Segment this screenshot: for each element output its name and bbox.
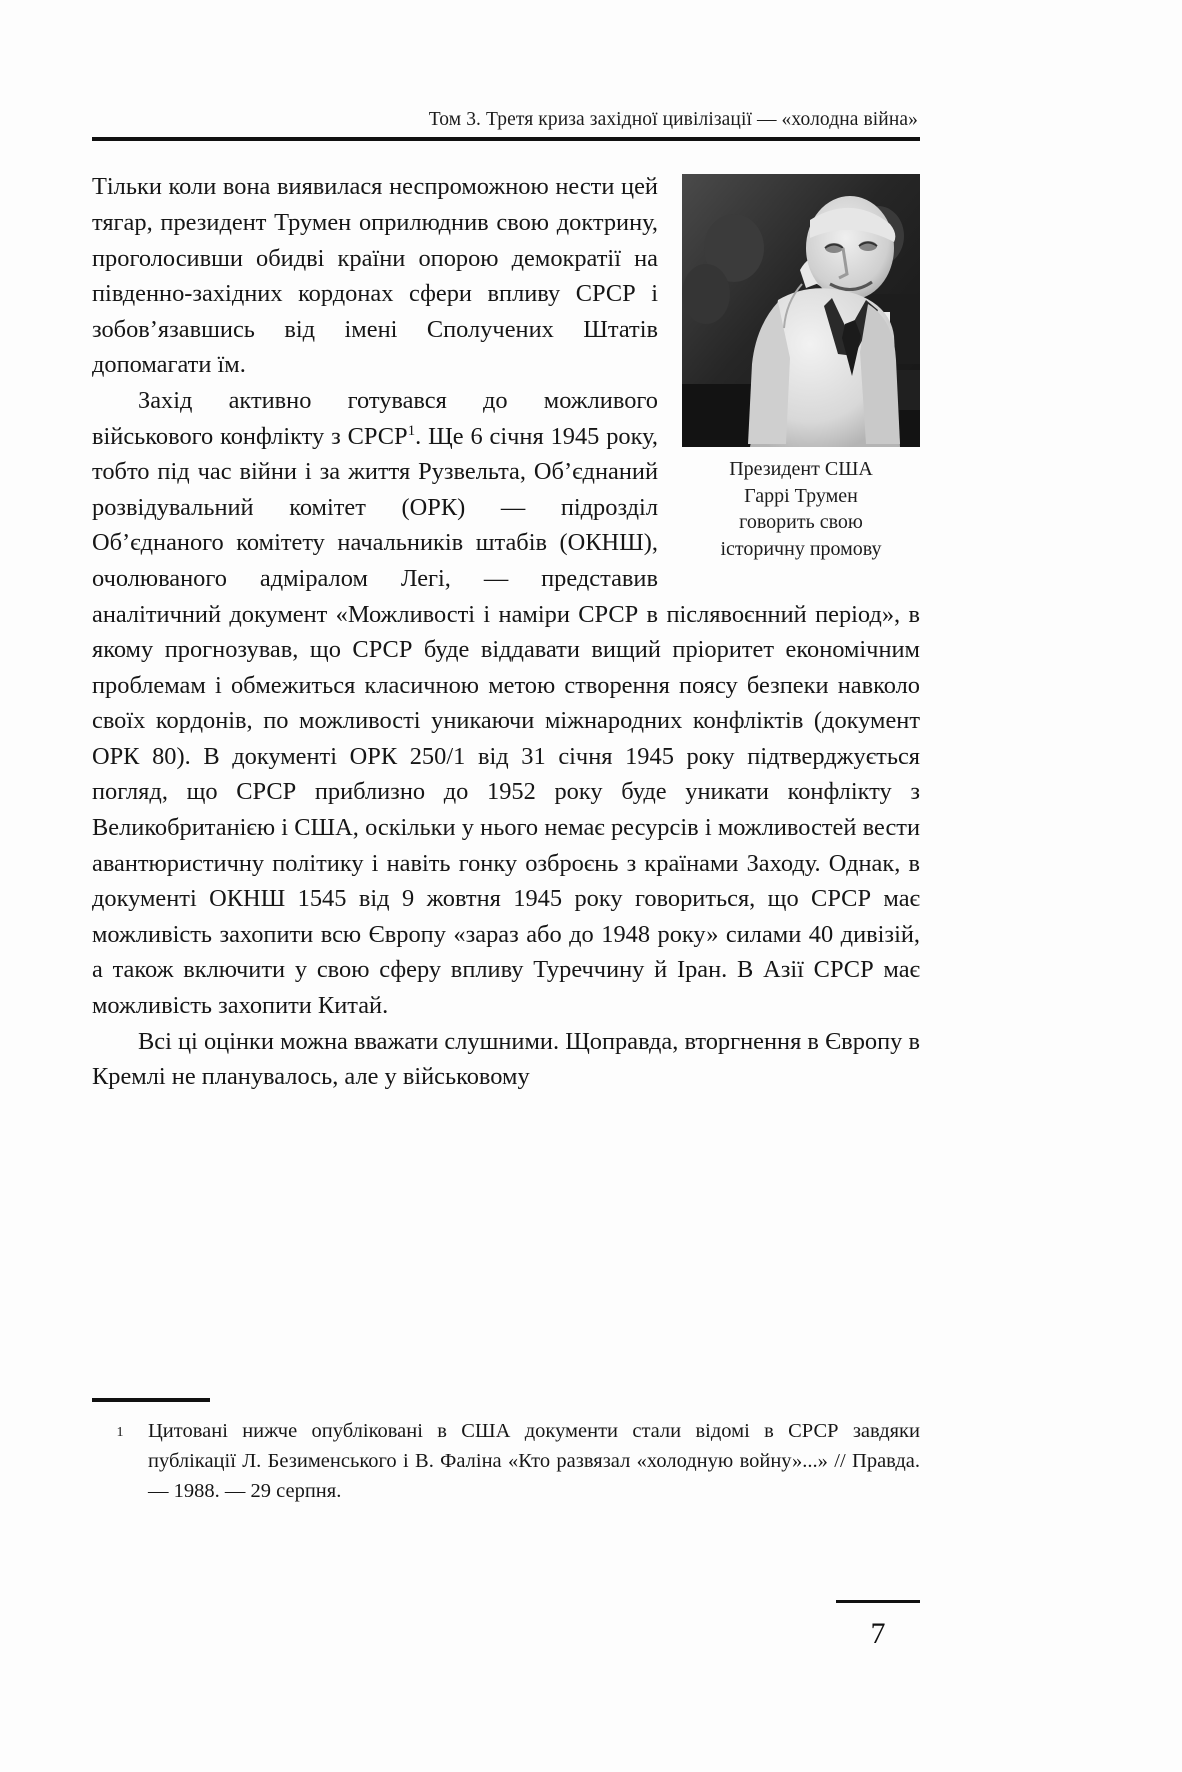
truman-photo-illustration (682, 174, 920, 447)
caption-line-3: говорить свою (739, 511, 863, 534)
running-header: Том 3. Третя криза західної цивілізації — «холодна війна» (428, 109, 918, 130)
paragraph-1: Тільки коли вона виявилася неспроможною нести цей тягар, президент Трумен оприлюднив свою доктрину, проголосивши обидві країни опорою демократії на південно-західних кордонах сфери впливу СРСР і зобов’язавшись від імені Сполучених Штатів допомагати їм. (92, 173, 658, 379)
footnote-section (92, 1398, 920, 1506)
caption-line-1: Президент США (729, 458, 873, 481)
footnote-entry (92, 1416, 920, 1506)
caption-line-4: історичну промову (720, 537, 882, 560)
header-rule (92, 137, 920, 141)
paragraph-2-part-2: . Ще 6 січня 1945 року, тобто під час війни і за життя Рузвельта, Об’єднаний розвідувальний комітет (ОРК) — підрозділ Об’єднаного комітету начальників штабів (ОКНШ), очолюваного адміралом Легі, — представив аналітичний документ «Можливості і наміри СРСР в післявоєнний період», в якому прогнозував, що СРСР буде віддавати вищий пріоритет економічним проблемам і обмежиться класичною метою створення поясу безпеки навколо своїх кордонів, по можливості уникаючи міжнародних конфліктів (документ ОРК 80). В документі ОРК 250/1 від 31 січня 1945 року підтверджується погляд, що СРСР приблизно до 1952 року буде уникати конфлікту з Великобританією і США, оскільки у нього немає ресурсів і можливостей вести авантюристичну політику і навіть гонку озброєнь з країнами Заходу. Однак, в документі ОКНШ 1545 від 9 жовтня 1945 року говориться, що СРСР має можливість захопити всю Європу «зараз або до 1948 року» силами 40 дивізій, а також включити у свою сферу впливу Туреччину й Іран. В Азії СРСР має можливість захопити Китай. (92, 422, 920, 1020)
footer-rule (836, 1600, 920, 1603)
truman-photo (682, 174, 920, 447)
figure-caption (682, 456, 920, 562)
footnote-text: Цитовані нижче опубліковані в США документи стали відомі в СРСР завдяки публікації Л. Безименського і В. Фаліна «Кто развязал «холодную войну»...» // Правда. — 1988. — 29 серпня. (148, 1420, 920, 1502)
page-content (92, 108, 920, 1095)
figure-truman (682, 174, 920, 562)
page-number: 7 (870, 1617, 886, 1650)
paragraph-3: Всі ці оцінки можна вважати слушними. Щоправда, вторгнення в Європу в Кремлі не планувалось, але у військовому (92, 1027, 920, 1091)
caption-line-2: Гаррі Трумен (744, 484, 858, 507)
footnote-rule (92, 1398, 210, 1402)
footnote-marker: 1 (116, 1425, 124, 1440)
footnote-reference[interactable]: 1 (407, 422, 416, 439)
paragraph-2-part-1: Захід активно готувався до можливого військового конфлікту з СРСР (92, 386, 658, 450)
